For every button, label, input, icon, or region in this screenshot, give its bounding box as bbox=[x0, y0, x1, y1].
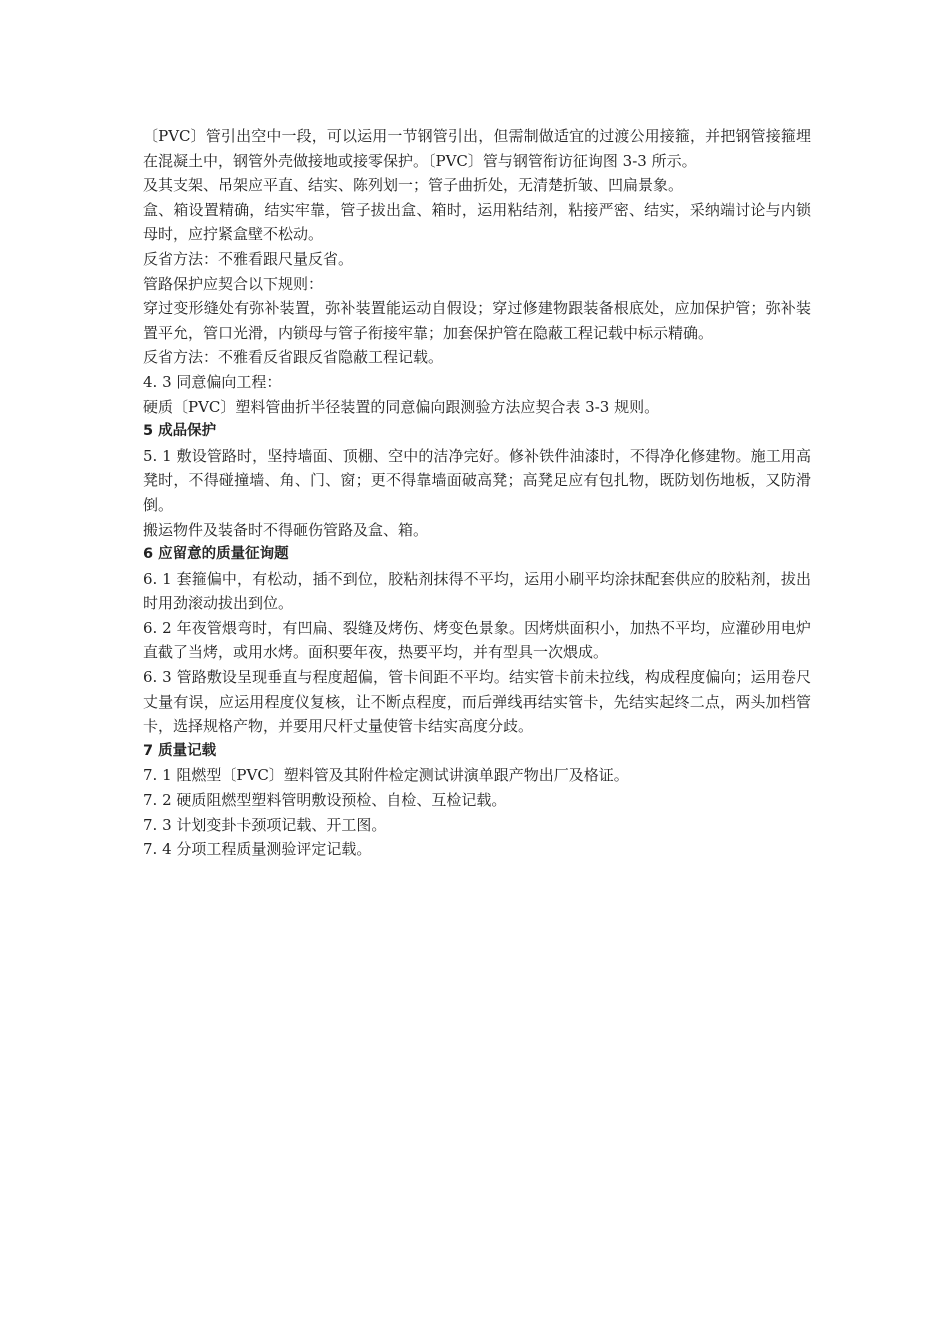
paragraph-7-2: 7. 2 硬质阻燃型塑料管明敷设预检、自检、互检记载。 bbox=[143, 791, 507, 810]
paragraph-6-3: 6. 3 管路敷设呈现垂直与程度超偏，管卡间距不平均。结实管卡前未拉线，构成程度偏向；运用卷尺丈量有误，应运用程度仪复核，让不断点程度，而后弹线再结实管卡，先结实起终二点，两头加档管卡，选择规格产物，并要用尺杆丈量使管卡结实高度分歧。 bbox=[143, 668, 811, 736]
section-heading-quality-records: 7 质量记载 bbox=[143, 742, 217, 759]
paragraph-6-1: 6. 1 套箍偏中，有松动，插不到位，胶粘剂抹得不平均，运用小刷平均涂抹配套供应的胶粘剂，拔出时用劲滚动拔出到位。 bbox=[143, 569, 811, 613]
paragraph-6-2: 6. 2 年夜管煨弯时，有凹扁、裂缝及烤伤、烤变色景象。因烤烘面积小，加热不平均，应灌砂用电炉直截了当烤，或用水烤。面积要年夜，热要平均，并有型具一次煨成。 bbox=[143, 618, 811, 662]
section-heading-product-protection: 5 成品保护 bbox=[143, 423, 217, 440]
section-heading-quality-issues: 6 应留意的质量征询题 bbox=[143, 546, 289, 563]
paragraph-protection-rules: 管路保护应契合以下规则： bbox=[143, 274, 324, 293]
paragraph-7-4: 7. 4 分项工程质量测验评定记载。 bbox=[143, 840, 372, 859]
paragraph-5-1: 5. 1 敷设管路时，坚持墙面、顶棚、空中的洁净完好。修补铁件油漆时，不得净化修建物。施工用高凳时，不得碰撞墙、角、门、窗；更不得靠墙面破高凳；高凳足应有包扎物，既防划伤地板，又防滑倒。 bbox=[143, 446, 811, 514]
paragraph-handling: 搬运物件及装备时不得砸伤管路及盒、箱。 bbox=[143, 520, 429, 539]
paragraph-supports: 及其支架、吊架应平直、结实、陈列划一；管子曲折处，无清楚折皱、凹扁景象。 bbox=[143, 176, 684, 195]
paragraph-box-installation: 盒、箱设置精确，结实牢靠，管子拔出盒、箱时，运用粘结剂，粘接严密、结实，采纳端讨论与内锁母时，应拧紧盒壁不松动。 bbox=[143, 200, 811, 244]
paragraph-allowed-deviation: 4. 3 同意偏向工程： bbox=[143, 372, 282, 391]
paragraph-bend-radius: 硬质〔PVC〕塑料管曲折半径装置的同意偏向跟测验方法应契合表 3-3 规则。 bbox=[143, 397, 660, 416]
paragraph-inspection-method-2: 反省方法：不雅看反省跟反省隐蔽工程记载。 bbox=[143, 348, 444, 367]
paragraph-inspection-method-1: 反省方法：不雅看跟尺量反省。 bbox=[143, 249, 354, 268]
paragraph-pvc-steel-transition: 〔PVC〕管引出空中一段，可以运用一节钢管引出，但需制做适宜的过渡公用接箍，并把钢管接箍埋在混凝土中，钢管外壳做接地或接零保护。〔PVC〕管与钢管衔访征询图 3-3 所示。 bbox=[143, 127, 811, 170]
paragraph-deformation-joint: 穿过变形缝处有弥补装置，弥补装置能运动自假设；穿过修建物跟装备根底处，应加保护管；弥补装置平允，管口光滑，内锁母与管子衔接牢靠；加套保护管在隐蔽工程记载中标示精确。 bbox=[143, 299, 811, 342]
paragraph-7-1: 7. 1 阻燃型〔PVC〕塑料管及其附件检定测试讲演单跟产物出厂及格证。 bbox=[143, 766, 629, 785]
paragraph-7-3: 7. 3 计划变卦卡颈项记载、开工图。 bbox=[143, 815, 387, 834]
document-body bbox=[143, 124, 811, 862]
